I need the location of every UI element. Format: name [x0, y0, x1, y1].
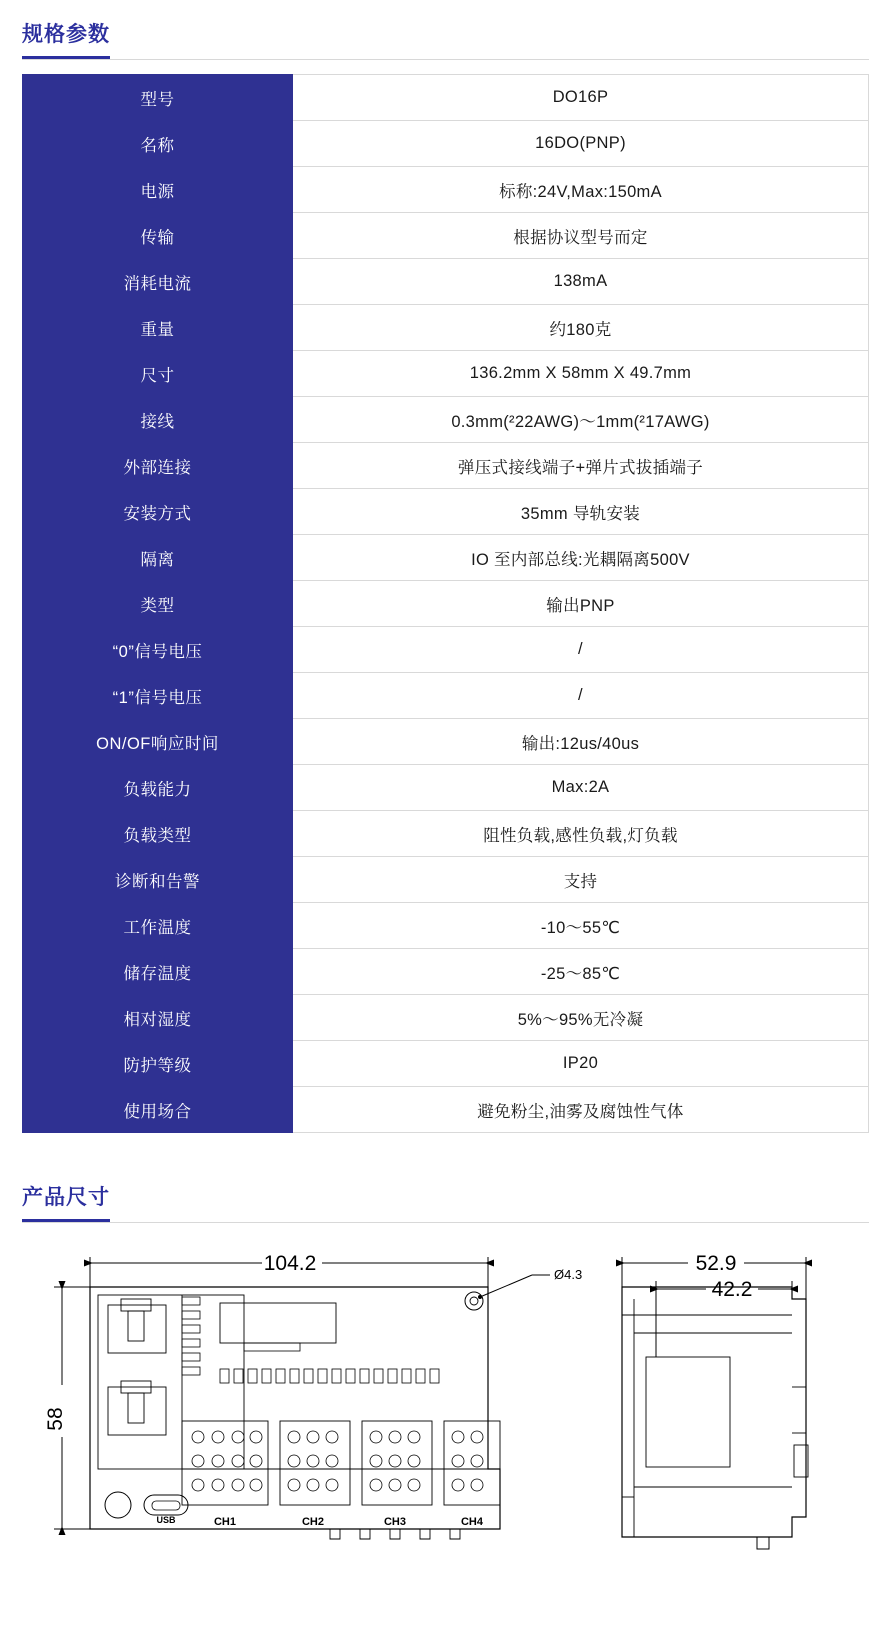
spec-value: /	[293, 673, 869, 719]
channel-label-ch2: CH2	[301, 1516, 325, 1528]
spec-key: 型号	[23, 75, 293, 121]
table-row	[23, 627, 869, 673]
spec-key: 电源	[23, 167, 293, 213]
dimension-heading-wrap	[22, 1163, 869, 1223]
spec-key: “0”信号电压	[23, 627, 293, 673]
dimension-drawing-area	[22, 1237, 869, 1567]
spec-value: Max:2A	[293, 765, 869, 811]
spec-value: 0.3mm(²22AWG)～1mm(²17AWG)	[293, 397, 869, 443]
spec-heading-wrap	[22, 0, 869, 60]
spec-value: 35mm 导轨安装	[293, 489, 869, 535]
spec-key: 相对湿度	[23, 995, 293, 1041]
side-width-value: 52.9	[695, 1252, 737, 1275]
hole-callout-leader	[478, 1275, 550, 1299]
spec-key: 负载能力	[23, 765, 293, 811]
spec-value: 5%～95%无冷凝	[293, 995, 869, 1041]
spec-key: 诊断和告警	[23, 857, 293, 903]
spec-value: 标称:24V,Max:150mA	[293, 167, 869, 213]
spec-value: /	[293, 627, 869, 673]
spec-value: -10～55℃	[293, 903, 869, 949]
spec-value: 阻性负载,感性负载,灯负载	[293, 811, 869, 857]
table-row	[23, 397, 869, 443]
spec-key: 隔离	[23, 535, 293, 581]
spec-value: DO16P	[293, 75, 869, 121]
table-row	[23, 719, 869, 765]
spec-key: 类型	[23, 581, 293, 627]
side-inner-width-value: 42.2	[711, 1278, 753, 1301]
hole-diameter-label: Ø4.3	[554, 1267, 583, 1282]
page-title-spec: 规格参数	[22, 18, 110, 59]
page-title-dimension: 产品尺寸	[22, 1181, 110, 1222]
spec-table	[22, 74, 869, 1133]
spec-value: 136.2mm X 58mm X 49.7mm	[293, 351, 869, 397]
table-row	[23, 259, 869, 305]
table-row	[23, 1087, 869, 1133]
table-row	[23, 121, 869, 167]
spec-value: 约180克	[293, 305, 869, 351]
spec-key: 防护等级	[23, 1041, 293, 1087]
spec-value: 16DO(PNP)	[293, 121, 869, 167]
spec-value: 避免粉尘,油雾及腐蚀性气体	[293, 1087, 869, 1133]
table-row	[23, 811, 869, 857]
table-row	[23, 765, 869, 811]
spec-value: 根据协议型号而定	[293, 213, 869, 259]
table-row	[23, 213, 869, 259]
table-row	[23, 949, 869, 995]
spec-key: 尺寸	[23, 351, 293, 397]
spec-value: -25～85℃	[293, 949, 869, 995]
table-row	[23, 581, 869, 627]
front-view-group	[90, 1287, 500, 1539]
spec-key: 储存温度	[23, 949, 293, 995]
table-row	[23, 995, 869, 1041]
usb-port-label: USB	[156, 1515, 176, 1525]
spec-value: 支持	[293, 857, 869, 903]
spec-key: 负载类型	[23, 811, 293, 857]
table-row	[23, 903, 869, 949]
spec-key: ON/OF响应时间	[23, 719, 293, 765]
spec-key: 使用场合	[23, 1087, 293, 1133]
spec-key: 重量	[23, 305, 293, 351]
spec-key: “1”信号电压	[23, 673, 293, 719]
spec-key: 消耗电流	[23, 259, 293, 305]
spec-table-body	[23, 75, 869, 1133]
spec-value: 弹压式接线端子+弹片式拔插端子	[293, 443, 869, 489]
table-row	[23, 1041, 869, 1087]
spec-key: 外部连接	[23, 443, 293, 489]
spec-key: 工作温度	[23, 903, 293, 949]
dimension-drawing	[22, 1237, 869, 1567]
spec-key: 接线	[23, 397, 293, 443]
table-row	[23, 351, 869, 397]
table-row	[23, 443, 869, 489]
table-row	[23, 535, 869, 581]
spec-value: IO 至内部总线:光耦隔离500V	[293, 535, 869, 581]
table-row	[23, 673, 869, 719]
table-row	[23, 857, 869, 903]
front-height-value: 58	[44, 1407, 67, 1431]
spec-value: 138mA	[293, 259, 869, 305]
table-row	[23, 305, 869, 351]
channel-label-ch1: CH1	[213, 1516, 237, 1528]
side-view-group	[622, 1287, 808, 1549]
front-width-value: 104.2	[263, 1252, 317, 1275]
spec-value: 输出PNP	[293, 581, 869, 627]
table-row	[23, 167, 869, 213]
spec-value: IP20	[293, 1041, 869, 1087]
channel-label-ch4: CH4	[460, 1516, 484, 1528]
spec-key: 名称	[23, 121, 293, 167]
channel-label-ch3: CH3	[383, 1516, 407, 1528]
spec-key: 传输	[23, 213, 293, 259]
spec-value: 输出:12us/40us	[293, 719, 869, 765]
spec-key: 安装方式	[23, 489, 293, 535]
table-row	[23, 489, 869, 535]
table-row	[23, 75, 869, 121]
